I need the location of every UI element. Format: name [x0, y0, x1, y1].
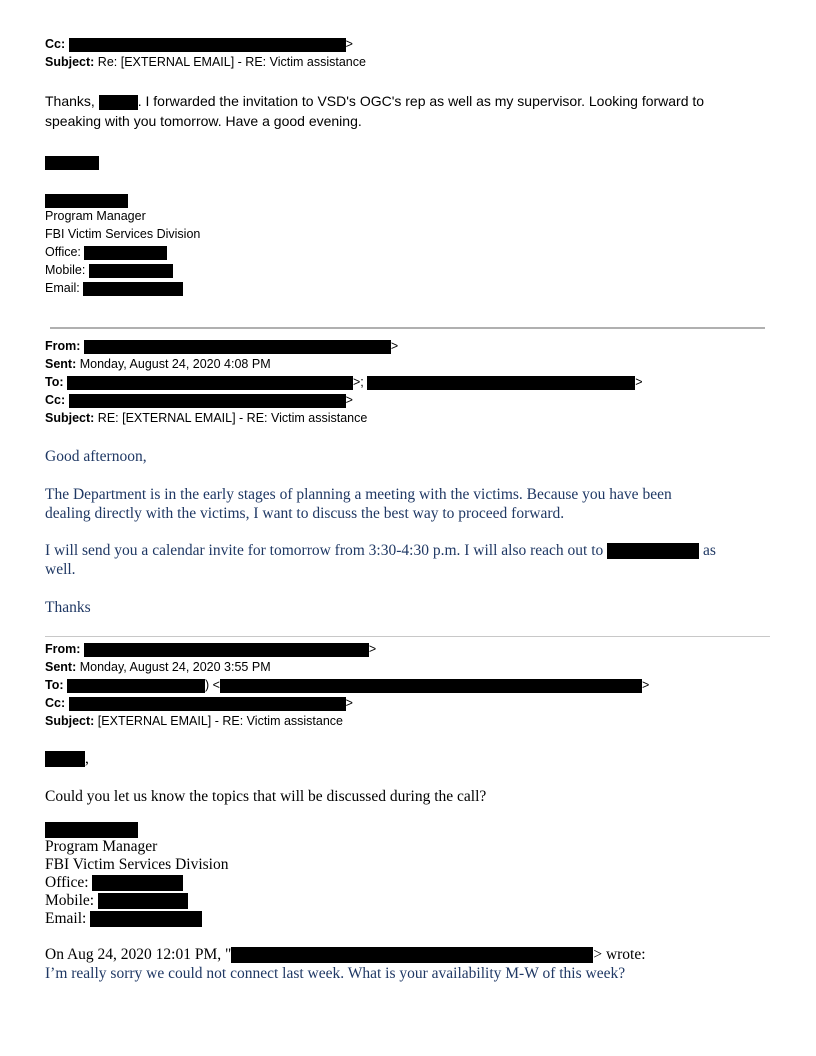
- redaction-block: [98, 893, 188, 909]
- sig-org: FBI Victim Services Division: [45, 227, 201, 241]
- redaction-block: [83, 282, 183, 296]
- divider: [45, 636, 770, 637]
- redaction-block: [90, 911, 202, 927]
- subject-label: Subject:: [45, 55, 95, 69]
- redaction-block: [84, 643, 369, 657]
- redaction-block: [69, 697, 346, 711]
- redaction-block: [89, 264, 173, 278]
- quoted-message: I’m really sorry we could not connect last week. What is your availability M-W of this week?: [45, 965, 626, 982]
- email3-signature-name-redacted: [45, 821, 138, 839]
- redaction-block: [67, 376, 353, 390]
- sig-title: Program Manager: [45, 209, 146, 223]
- redaction-block: [231, 947, 593, 963]
- redaction-block: [99, 95, 138, 110]
- redaction-block: [220, 679, 642, 693]
- email1-signature-name-redacted: [45, 154, 99, 172]
- redaction-block: [607, 543, 699, 559]
- email2-header: From: > Sent: Monday, August 24, 2020 4:08 PM To: >; > Cc: > Subject: RE: [EXTERNAL EMAIL] - RE: Victim assistance: [45, 339, 643, 425]
- redaction-block: [67, 679, 205, 693]
- email2-greeting: Good afternoon,: [45, 448, 147, 465]
- redaction-block: [84, 340, 391, 354]
- email1-signature: Program Manager FBI Victim Services Division Office: Mobile: Email:: [45, 209, 201, 295]
- redaction-block: [84, 246, 167, 260]
- email1-body: Thanks, . I forwarded the invitation to VSD's OGC's rep as well as my supervisor. Looking forward to speaking with you tomorrow. Have a good evening.: [45, 93, 705, 129]
- subject-text: Re: [EXTERNAL EMAIL] - RE: Victim assistance: [97, 55, 366, 69]
- email3-greeting: ,: [45, 749, 89, 768]
- redaction-block: [92, 875, 183, 891]
- email2-para2: I will send you a calendar invite for tomorrow from 3:30-4:30 p.m. I will also reach out to as well.: [45, 542, 716, 578]
- redaction-block: [45, 751, 85, 767]
- sig-title: Program Manager: [45, 838, 158, 855]
- email3-header: From: > Sent: Monday, August 24, 2020 3:55 PM To: ) < > Cc: > Subject: [EXTERNAL EMAIL] - RE: Victim assistance: [45, 642, 650, 728]
- email1-cc-line: Cc: >: [45, 37, 353, 51]
- sig-org: FBI Victim Services Division: [45, 856, 229, 873]
- redaction-block: [69, 394, 346, 408]
- email2-closing: Thanks: [45, 599, 91, 616]
- email1-subject-line: [45, 53, 366, 71]
- divider: [50, 327, 765, 329]
- email3-question: Could you let us know the topics that will be discussed during the call?: [45, 788, 487, 805]
- redaction-block: [367, 376, 635, 390]
- email2-para1: The Department is in the early stages of planning a meeting with the victims. Because you have been dealing directly with the victims, I want to discuss the best way to proceed forward.: [45, 486, 672, 522]
- redaction-block: [69, 38, 346, 52]
- cc-label: Cc:: [45, 37, 66, 51]
- email3-signature: Program Manager FBI Victim Services Division Office: Mobile: Email:: [45, 838, 229, 927]
- quoted-attribution: On Aug 24, 2020 12:01 PM, " > wrote:: [45, 946, 646, 963]
